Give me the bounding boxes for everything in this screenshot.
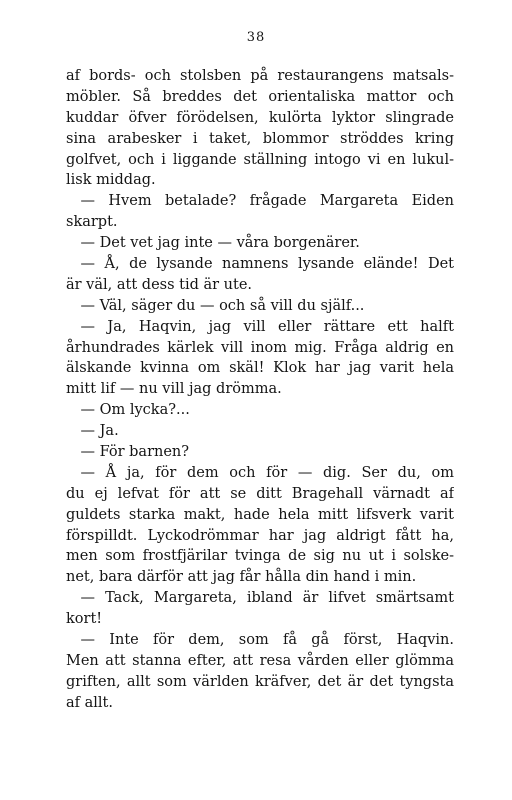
text-line: Men att stanna efter, att resa vården eller glömma bbox=[66, 652, 454, 669]
text-line: lisk middag. bbox=[66, 172, 156, 189]
text-line: golfvet, och i liggande ställning intogo vi en lukul- bbox=[66, 151, 454, 168]
text-line: mitt lif — nu vill jag drömma. bbox=[66, 381, 282, 398]
text-line: af bords- och stolsben på restaurangens matsals- bbox=[66, 68, 454, 84]
text-line: — Ja, Haqvin, jag vill eller rättare ett halft bbox=[66, 318, 454, 335]
text-line: — Å ja, för dem och för — dig. Ser du, om bbox=[66, 464, 454, 481]
body-text bbox=[66, 66, 454, 714]
text-line: — Väl, säger du — och så vill du själf... bbox=[66, 297, 365, 314]
text-line: — Å, de lysande namnens lysande elände! Det bbox=[66, 256, 454, 273]
text-line: — Om lycka?... bbox=[66, 402, 190, 419]
text-line: griften, allt som världen kräfver, det är det tyngsta bbox=[66, 673, 454, 690]
text-line: är väl, att dess tid är ute. bbox=[66, 276, 253, 293]
text-line: — Hvem betalade? frågade Margareta Eiden bbox=[66, 193, 454, 210]
text-line: — Tack, Margareta, ibland är lifvet smärtsamt bbox=[66, 590, 454, 607]
text-line: århundrades kärlek vill inom mig. Fråga aldrig en bbox=[66, 339, 454, 356]
text-line: möbler. Så breddes det orientaliska mattor och bbox=[66, 88, 454, 105]
text-line: förspilldt. Lyckodrömmar har jag aldrigt fått ha, bbox=[66, 527, 454, 544]
text-line: du ej lefvat för att se ditt Bragehall värnadt af bbox=[66, 485, 454, 502]
text-line: — Ja. bbox=[66, 423, 119, 440]
text-line: — För barnen? bbox=[66, 444, 190, 461]
text-line: guldets starka makt, hade hela mitt lifsverk varit bbox=[66, 506, 454, 523]
text-line: — Inte för dem, som få gå först, Haqvin. bbox=[66, 632, 454, 649]
text-line: net, bara därför att jag får hålla din hand i min. bbox=[66, 569, 417, 586]
text-line: men som frostfjärilar tvinga de sig nu ut i solske- bbox=[66, 548, 454, 565]
text-line: skarpt. bbox=[66, 214, 118, 231]
text-line: kort! bbox=[66, 611, 103, 628]
text-line: af allt. bbox=[66, 694, 113, 711]
text-line: kuddar öfver förödelsen, kulörta lyktor slingrade bbox=[66, 109, 454, 126]
text-line: — Det vet jag inte — våra borgenärer. bbox=[66, 235, 360, 252]
text-line: sina arabesker i taket, blommor ströddes kring bbox=[66, 130, 454, 147]
text-line: älskande kvinna om skäl! Klok har jag varit hela bbox=[66, 360, 454, 377]
page-number: 38 bbox=[246, 30, 266, 45]
